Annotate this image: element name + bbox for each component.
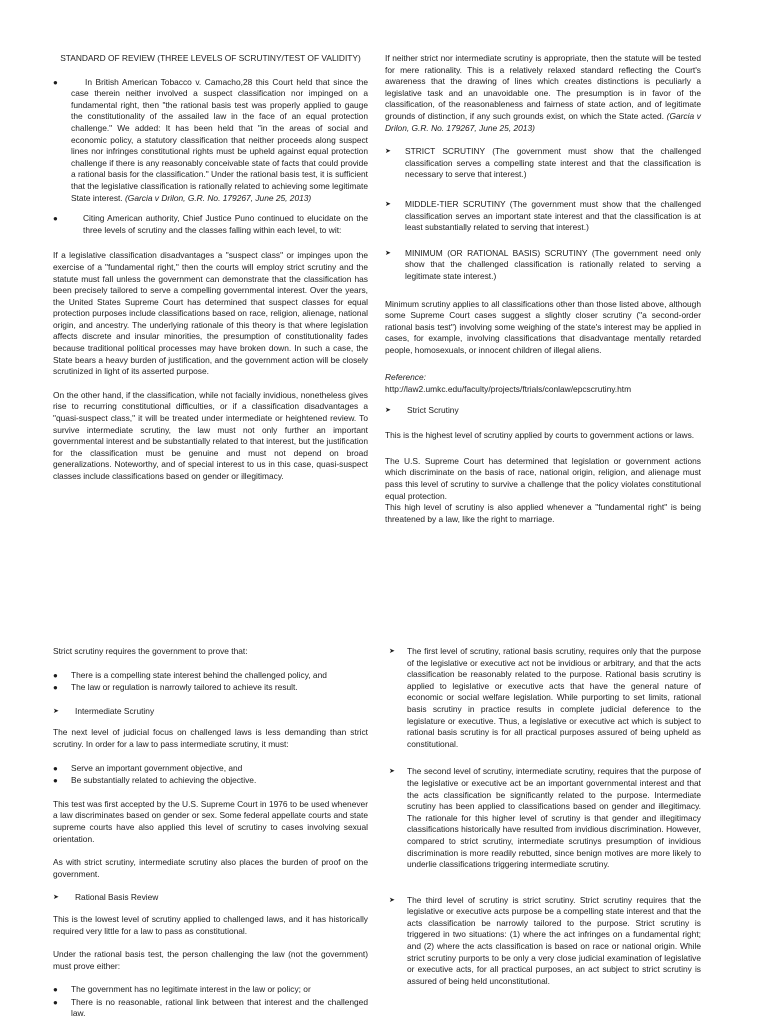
item-third-level [385, 895, 701, 988]
heading-strict-scrutiny [385, 405, 701, 417]
reference-url[interactable]: http://law2.umkc.edu/faculty/projects/ftrials/conlaw/epcscrutiny.htm [385, 384, 632, 395]
bullet-text: Citing American authority, Chief Justice Puno continued to elucidate on the three levels of scrutiny and the classes falling within each level, to wit: [83, 213, 368, 235]
citation: (Garcia v Drilon, G.R. No. 179267, June 25, 2013) [385, 110, 701, 133]
bullet-substantially-related [53, 775, 368, 787]
paragraph-strict-requires: Strict scrutiny requires the government to prove that: [53, 646, 248, 656]
bullet-important-objective [53, 763, 368, 775]
item-text: The first level of scrutiny, rational basis scrutiny, requires only that the purpose of the legislative or executive act not be invidious or arbitrary, and that the acts classification be reasonably related to the purpose. Rational basis scrutiny is applied to legislative or executive acts that have the general nature of economic or social welfare legislation. While purporting to set limits, rational basis scrutiny in practice results in complete judicial deference to the legislature or executive. Thus, a legislative or executive act which is subject to rational basis scrutiny is for all practical purposes assured of being upheld as constitutional. [407, 646, 701, 749]
paragraph-minimum-scrutiny: Minimum scrutiny applies to all classifications other than those listed above, although some Supreme Court cases suggest a slightly closer scrutiny ("a second-order rational basis test") involving some weighing of the state's interest may be applied in cases, for example, involving classifications that disadvantage mentally retarded people, homosexuals, or innocent children of illegal aliens. [385, 298, 701, 355]
item-middle-tier-scrutiny [385, 199, 701, 234]
bullet-narrowly-tailored [53, 682, 368, 694]
top-right-column [385, 53, 701, 534]
arrow-bullet-icon: ➤ [385, 406, 391, 414]
arrow-bullet-icon: ➤ [53, 707, 59, 715]
bullet-text: In British American Tobacco v. Camacho,28 this Court held that since the case therein neither involved a suspect classification nor impinged on a fundamental right, then "the rational basis test was properly applied to gauge the constitutionality of the assailed law in the face of an equal protection challenge." We added: It has been held that "in the areas of social and economic policy, a statutory classification that neither proceeds along suspect lines nor infringes constitutional rights must be upheld against equal protection challenge if there is any reasonably conceivable state of facts that could provide a rational basis for the classification." Under the rational basis test, it is sufficient that the legislative classification is rationally related to achieving some legitimate State interest. [71, 76, 368, 203]
bullet-british-american-tobacco [53, 77, 368, 205]
bullet-dot-icon: ● [53, 670, 58, 680]
bullet-text: The government has no legitimate interest in the law or policy; or [71, 984, 311, 995]
arrow-bullet-icon: ➤ [53, 894, 59, 902]
bullet-no-legitimate-interest [53, 984, 368, 996]
bullet-dot-icon: ● [53, 763, 58, 773]
bullet-no-rational-link [53, 997, 368, 1020]
arrow-bullet-icon: ➤ [389, 896, 395, 904]
bullet-dot-icon: ● [53, 997, 58, 1007]
paragraph-highest-level: This is the highest level of scrutiny applied by courts to government actions or laws. [385, 430, 695, 441]
item-text: MINIMUM (OR RATIONAL BASIS) SCRUTINY (The government need only show that the challenged classification is rationally related to serving a legitimate state interest.) [405, 247, 701, 281]
bullet-dot-icon: ● [53, 214, 58, 224]
bullet-dot-icon: ● [53, 776, 58, 786]
bullet-text: Be substantially related to achieving the objective. [71, 775, 257, 786]
bullet-text: There is no reasonable, rational link between that interest and the challenged law. [71, 996, 368, 1019]
bullet-text: There is a compelling state interest behind the challenged policy, and [71, 669, 327, 680]
bullet-dot-icon: ● [53, 683, 58, 693]
arrow-bullet-icon: ➤ [385, 249, 391, 257]
paragraph-burden-of-proof: As with strict scrutiny, intermediate scrutiny also places the burden of proof on the government. [53, 857, 368, 879]
arrow-bullet-icon: ➤ [385, 200, 391, 208]
citation: (Garcia v Drilon, G.R. No. 179267, June 25, 2013) [125, 192, 312, 203]
item-text: MIDDLE-TIER SCRUTINY (The government must show that the challenged classification serves an important state interest and that the classification is at least substantially related to serving that interest.) [405, 198, 701, 233]
bottom-left-column [53, 646, 368, 1029]
arrow-bullet-icon: ➤ [385, 148, 391, 156]
paragraph-first-accepted: This test was first accepted by the U.S. Supreme Court in 1976 to be used whenever a law discriminates based on gender or sex. Some federal appellate courts and state supreme courts have also applied this level of scrutiny to cases involving sexual orientation. [53, 798, 368, 844]
item-minimum-scrutiny [385, 248, 701, 283]
paragraph-lowest-level: This is the lowest level of scrutiny applied to challenged laws, and it has historically required very little for a law to pass as constitutional. [53, 913, 368, 936]
heading-text: Strict Scrutiny [407, 404, 459, 415]
arrow-bullet-icon: ➤ [389, 768, 395, 776]
item-text: STRICT SCRUTINY (The government must show that the challenged classification serves a compelling state interest and that the classification is necessary to serve that interest.) [405, 146, 701, 180]
heading-intermediate-scrutiny [53, 706, 368, 718]
document-title: STANDARD OF REVIEW (THREE LEVELS OF SCRUTINY/TEST OF VALIDITY) [60, 53, 361, 63]
reference-label: Reference: [385, 372, 426, 383]
bullet-text: The law or regulation is narrowly tailored to achieve its result. [71, 682, 298, 693]
bullet-compelling-interest [53, 670, 368, 682]
paragraph-next-level: The next level of judicial focus on challenged laws is less demanding than strict scrutiny. In order for a law to pass intermediate scrutiny, it must: [53, 727, 368, 749]
item-strict-scrutiny [385, 146, 701, 181]
item-second-level [385, 766, 701, 870]
paragraph-quasi-suspect: On the other hand, if the classification, while not facially invidious, nonetheless gives rise to recurring constitutional difficulties, or if a classification disadvantages a "quasi-suspect class," it will be treated under intermediate or heightened review. To survive intermediate scrutiny, the law must not only further an important governmental interest and be substantially related to that interest, but the justification for the classification must be genuine and must not depend on broad generalizations. Noteworthy, and of special interest to us in this case, quasi-suspect classes include classifications based on gender or illegitimacy. [53, 389, 368, 481]
item-first-level [385, 646, 701, 750]
heading-text: Intermediate Scrutiny [75, 705, 155, 716]
bottom-right-column [385, 646, 701, 1003]
paragraph-mere-rationality: If neither strict nor intermediate scrutiny is appropriate, then the statute will be tested for mere rationality. This is a relatively relaxed standard reflecting the Court's awareness that the drawing of lines which creates distinctions is peculiarly a legislative task and an unavoidable one. The presumption is in favor of the classification, of the reasonableness and fairness of state action, and of legitimate grounds of distinction, if any such grounds exist, on which the State acted. (Garcia v Drilon, G.R. No. 179267, June 25, 2013) [385, 53, 701, 133]
bullet-text: Serve an important government objective, and [71, 762, 243, 773]
heading-text: Rational Basis Review [75, 892, 159, 903]
heading-rational-basis-review [53, 892, 368, 904]
paragraph-us-supreme-court: The U.S. Supreme Court has determined that legislation or government actions which discriminate on the basis of race, national origin, religion, and alienage must pass this level of scrutiny to survive a challenge that the policy violates constitutional equal protection. This high level of scrutiny is also applied whenever a "fundamental right" is being threatened by a law, like the right to marriage. [385, 455, 701, 524]
item-text: The second level of scrutiny, intermediate scrutiny, requires that the purpose of the legislative or executive act be an important governmental interest and that the acts classification be significantly related to the purpose. Intermediate scrutiny has been applied to classifications based on gender and illegitimacy. The rationale for this higher level of scrutiny is that gender and illegitimacy classifications historically have resulted from invidious discrimination. However, compared to strict scrutiny, intermediate scrutinys presumption of invidious discrimination is more readily rebutted, since benign motives are more likely to underlie classifications triggering intermediate scrutiny. [407, 766, 701, 870]
bullet-chief-justice-puno [53, 213, 368, 236]
arrow-bullet-icon: ➤ [389, 648, 395, 655]
item-text: The third level of scrutiny is strict scrutiny. Strict scrutiny requires that the legislative or executive acts purpose be a compelling state interest and that the acts classification be narrowly tailored to the purpose. Strict scrutiny is triggered in two situations: (1) where the act infringes on a fundamental right; and (2) where the acts classification is based on race or national origin. While strict scrutiny purports to be only a very close judicial examination of legislative or executive acts, for all practical purposes, an act subject to strict scrutiny is assured of being held unconstitutional. [407, 894, 701, 986]
top-left-column [53, 53, 368, 492]
reference-block [385, 372, 701, 395]
bullet-dot-icon: ● [53, 985, 58, 995]
bullet-dot-icon: ● [53, 77, 58, 87]
paragraph-person-challenging: Under the rational basis test, the person challenging the law (not the government) must prove either: [53, 949, 368, 971]
paragraph-suspect-class: If a legislative classification disadvantages a "suspect class" or impinges upon the exercise of a "fundamental right," then the courts will employ strict scrutiny and the statute must fall unless the government can demonstrate that the classification has been precisely tailored to serve a compelling governmental interest. Over the years, the United States Supreme Court has determined that suspect classes for equal protection purposes include classifications based on race, religion, alienage, national origin, and ancestry. The underlying rationale of this theory is that where legislation affects discrete and insular minorities, the presumption of constitutionality fades because traditional political processes may have broken down. In such a case, the State bears a heavy burden of justification, and the government action will be closely scrutinized in light of its asserted purpose. [53, 250, 368, 377]
